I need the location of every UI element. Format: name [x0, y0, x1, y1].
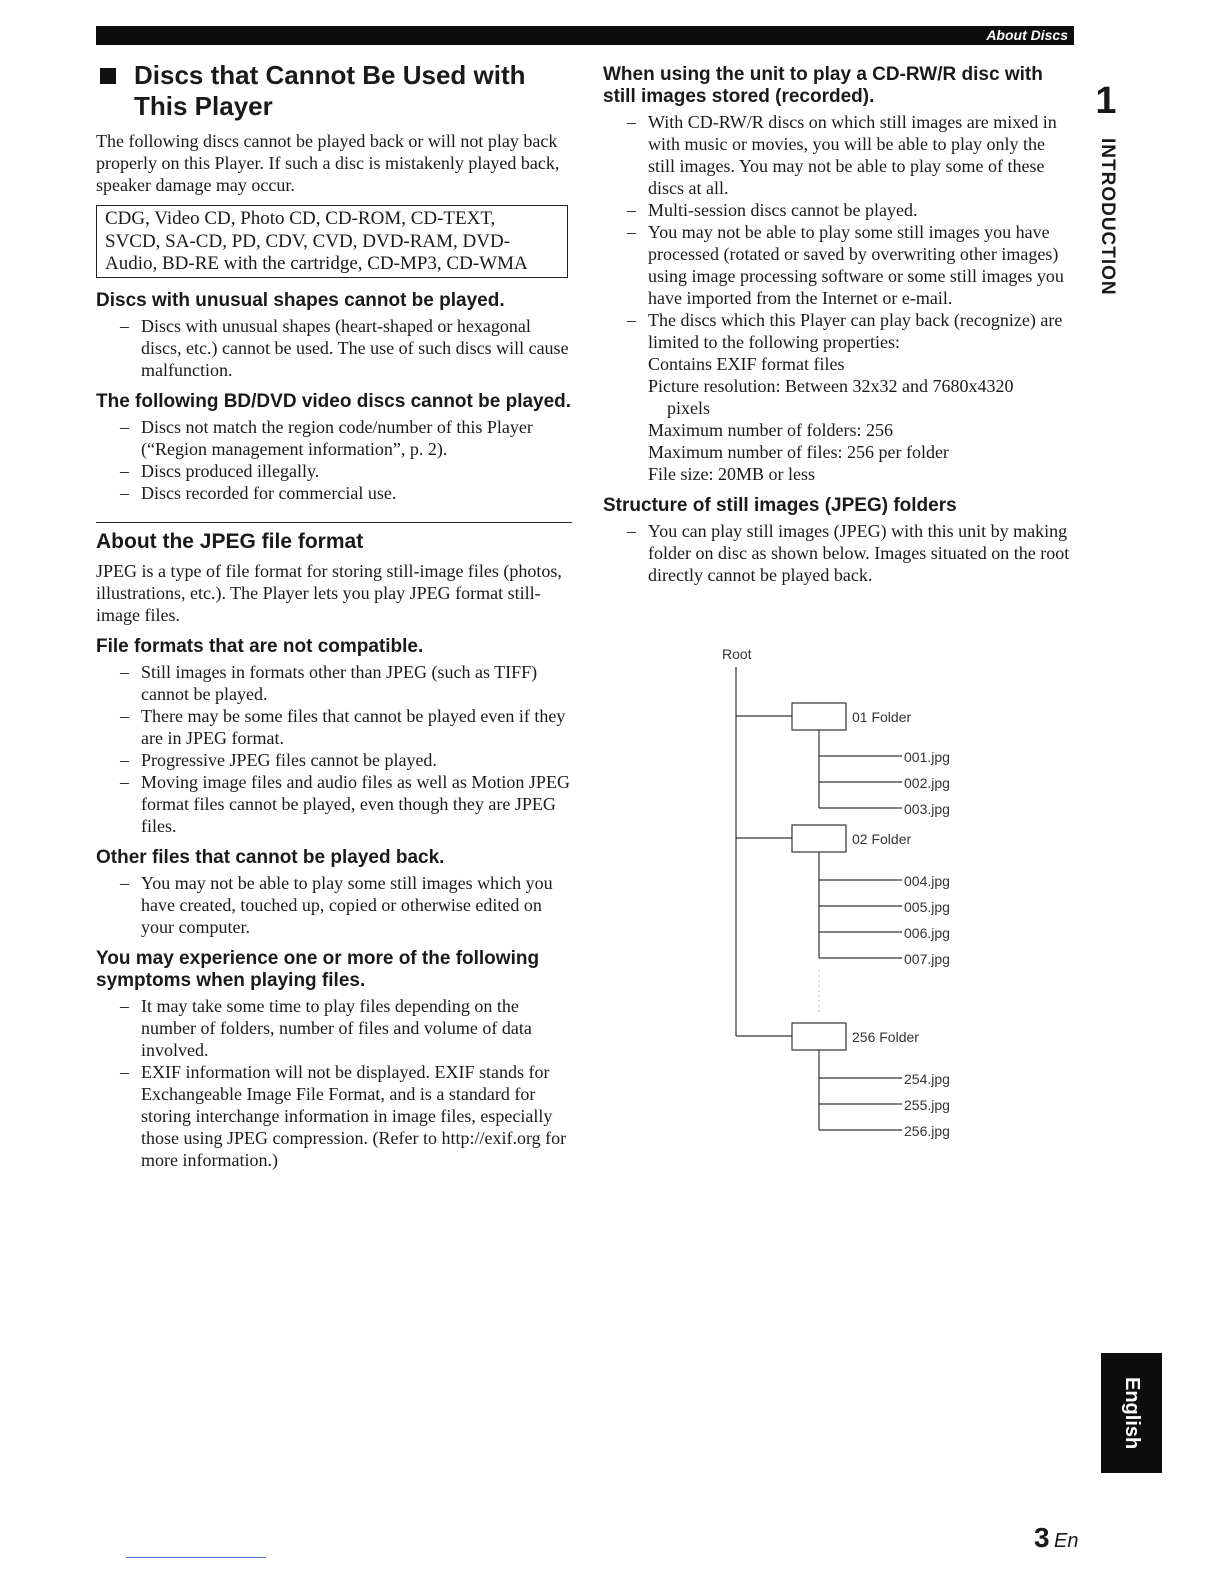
- page-number: [1034, 1522, 1079, 1554]
- file-label: 254.jpg: [904, 1071, 950, 1087]
- list-item: – You can play still images (JPEG) with this unit by making folder on disc as shown below. Images situated on the root directly cannot be played back.: [627, 521, 1070, 585]
- list-item: – EXIF information will not be displayed. EXIF stands for Exchangeable Image File Format, and is a standard for storing interchange information in image files, especially those using JPEG compression. (Refer to http://exif.org for more information.): [120, 1061, 567, 1170]
- box-line: Audio, BD-RE with the cartridge, CD-MP3, CD-WMA: [105, 253, 528, 274]
- property-exif: Contains EXIF format files: [648, 354, 845, 374]
- file-label: 004.jpg: [904, 873, 950, 889]
- chapter-title: INTRODUCTION: [1097, 138, 1118, 296]
- file-label: 006.jpg: [904, 925, 950, 941]
- file-label: 001.jpg: [904, 749, 950, 765]
- left-column: [96, 60, 572, 1171]
- list-item: – Discs with unusual shapes (heart-shaped or hexagonal discs, etc.) cannot be used. The use of such discs will cause malfunction.: [120, 315, 569, 380]
- box-line: SVCD, SA-CD, PD, CDV, CVD, DVD-RAM, DVD-: [105, 230, 511, 252]
- cdrw-heading: When using the unit to play a CD-RW/R disc with still images stored (recorded).: [603, 64, 1043, 107]
- incompatible-heading: File formats that are not compatible.: [96, 635, 424, 657]
- folder-tree-diagram: [700, 640, 980, 1160]
- list-item: – There may be some files that cannot be played even if they are in JPEG format.: [120, 705, 566, 748]
- bddvd-heading: The following BD/DVD video discs cannot be played.: [96, 390, 572, 412]
- symptoms-list: [96, 995, 572, 1171]
- file-label: 255.jpg: [904, 1097, 950, 1113]
- section-header-bar: [96, 26, 1074, 45]
- folder-box: [792, 825, 846, 852]
- list-item: – Multi-session discs cannot be played.: [627, 200, 918, 220]
- list-item: – With CD-RW/R discs on which still images are mixed in with music or movies, you will be able to play only the still images. You may not be able to play some of these discs at all.: [627, 112, 1057, 198]
- incompatible-list: [96, 661, 572, 837]
- list-item: – Progressive JPEG files cannot be played.: [120, 749, 437, 770]
- cdrw-list: [603, 111, 1073, 353]
- list-item: – Still images in formats other than JPEG (such as TIFF) cannot be played.: [120, 661, 538, 704]
- property-size: File size: 20MB or less: [648, 464, 815, 484]
- list-item: – You may not be able to play some still images you have processed (rotated or saved by overwriting other images) using image processing software or some still images you have imported from the Internet or e-mail.: [627, 222, 1064, 308]
- folder-box: [792, 1023, 846, 1050]
- property-resolution-unit: pixels: [667, 398, 710, 418]
- property-files: Maximum number of files: 256 per folder: [648, 442, 949, 462]
- other-files-list: [96, 872, 572, 938]
- structure-heading: Structure of still images (JPEG) folders: [603, 495, 957, 516]
- footnote-rule: [126, 1557, 266, 1558]
- folder-label: 02 Folder: [852, 831, 912, 847]
- list-item: – Discs produced illegally.: [120, 460, 320, 481]
- box-line: CDG, Video CD, Photo CD, CD-ROM, CD-TEXT,: [105, 208, 496, 229]
- jpeg-heading: About the JPEG file format: [96, 529, 364, 553]
- square-bullet-icon: [100, 68, 116, 84]
- page-title-line2: This Player: [134, 91, 273, 121]
- list-item: – You may not be able to play some still images which you have created, touched up, copied or otherwise edited on your computer.: [120, 872, 553, 937]
- list-item: – Discs recorded for commercial use.: [120, 482, 397, 503]
- bddvd-list: [96, 416, 572, 504]
- language-tab-label: English: [1121, 1376, 1143, 1450]
- tree-root-label: Root: [722, 646, 752, 662]
- section-divider: [96, 522, 572, 523]
- property-folders: Maximum number of folders: 256: [648, 420, 893, 440]
- unplayable-discs-box: [96, 205, 568, 278]
- page-title-line1: Discs that Cannot Be Used with: [134, 60, 526, 90]
- page-number-value: 3: [1034, 1522, 1050, 1553]
- symptoms-heading: You may experience one or more of the following symptoms when playing files.: [96, 947, 540, 991]
- page-title: [96, 60, 572, 122]
- jpeg-intro: JPEG is a type of file format for storing still-image files (photos, illustrations, etc.). The Player lets you play JPEG format still-image files.: [96, 560, 562, 625]
- file-label: 002.jpg: [904, 775, 950, 791]
- file-label: 003.jpg: [904, 801, 950, 817]
- language-tab: [1101, 1353, 1162, 1473]
- structure-list: [603, 520, 1073, 586]
- folder-label: 256 Folder: [852, 1029, 919, 1045]
- list-item: – The discs which this Player can play back (recognize) are limited to the following properties:: [627, 310, 1063, 352]
- folder-label: 01 Folder: [852, 709, 912, 725]
- unusual-shapes-heading: Discs with unusual shapes cannot be played.: [96, 289, 505, 311]
- list-item: – It may take some time to play files depending on the number of folders, number of files and volume of data involved.: [120, 995, 532, 1060]
- file-label: 005.jpg: [904, 899, 950, 915]
- other-files-heading: Other files that cannot be played back.: [96, 846, 445, 868]
- file-label: 256.jpg: [904, 1123, 950, 1139]
- list-item: – Discs not match the region code/number of this Player (“Region management information”, p. 2).: [120, 416, 533, 459]
- intro-paragraph: The following discs cannot be played back or will not play back properly on this Player. If such a disc is mistakenly played back, speaker damage may occur.: [96, 131, 560, 195]
- chapter-number: 1: [1095, 80, 1117, 122]
- section-label: About Discs: [986, 27, 1068, 43]
- list-item: – Moving image files and audio files as well as Motion JPEG format files cannot be played, even though they are JPEG files.: [120, 771, 570, 836]
- page-number-suffix: En: [1054, 1530, 1079, 1552]
- file-label: 007.jpg: [904, 951, 950, 967]
- folder-box: [792, 703, 846, 730]
- unusual-shapes-list: [96, 315, 572, 381]
- property-resolution: Picture resolution: Between 32x32 and 7680x4320: [648, 376, 1014, 396]
- right-column: [603, 64, 1073, 586]
